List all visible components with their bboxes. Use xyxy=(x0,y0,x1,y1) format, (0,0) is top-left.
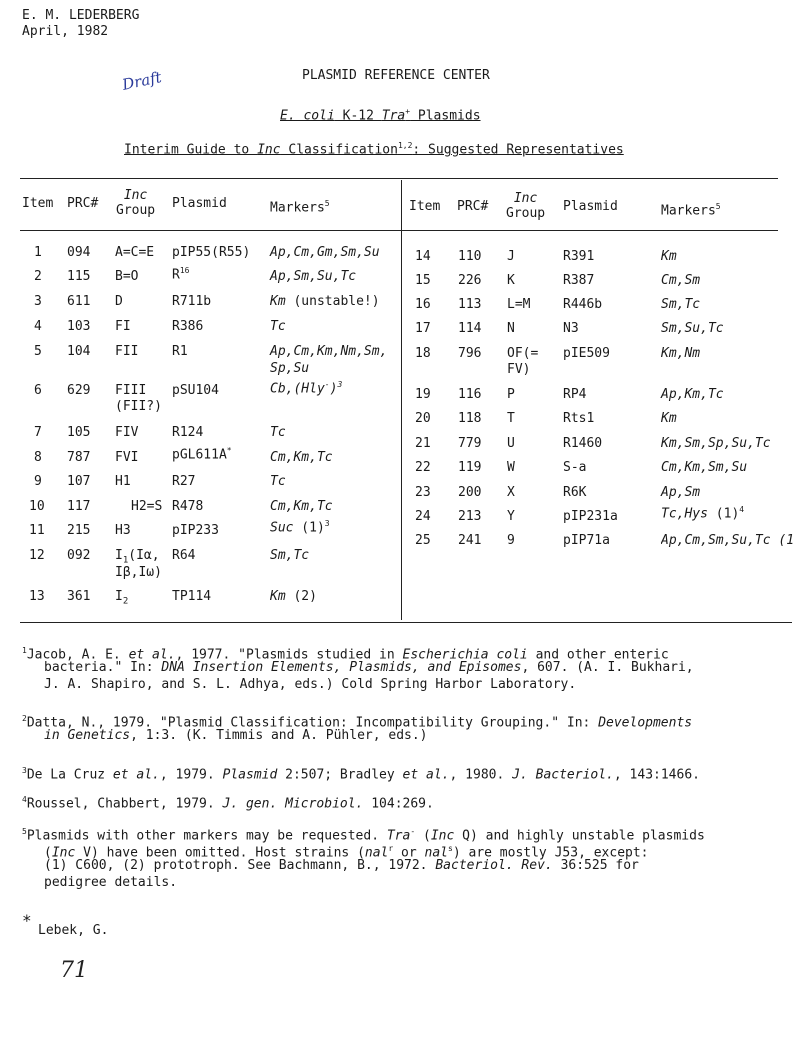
row-item: 23 xyxy=(415,485,431,500)
footnote-text: , 1:3. (K. Timmis and A. Pühler, eds.) xyxy=(130,728,428,743)
row-prc: 113 xyxy=(458,297,482,312)
footnote-number: 4 xyxy=(22,795,27,804)
subtitle-plasmids: Plasmids xyxy=(410,108,481,124)
row-group: T xyxy=(507,411,515,426)
footnote-text: Inc xyxy=(430,828,455,844)
row-prc: 200 xyxy=(458,485,482,500)
row-item: 19 xyxy=(415,387,431,402)
footnote-text: 36:525 for xyxy=(552,858,639,873)
row-group: H1 xyxy=(115,474,131,489)
row-plasmid: R711b xyxy=(172,294,212,309)
footnote-text: (1) C600, (2) prototroph. See Bachmann, B., 1972. xyxy=(44,858,436,873)
row-group: FVI xyxy=(115,450,139,465)
row-markers: $Cb,(Hly^-)^3$ xyxy=(270,380,343,397)
header-markers-right-label: Markers xyxy=(661,203,716,219)
header-markers-left-label: Markers xyxy=(270,200,325,216)
row-prc: 104 xyxy=(67,344,91,359)
row-item: 25 xyxy=(415,533,431,548)
row-markers: Ap,Sm,Su,Tc xyxy=(270,269,357,284)
row-group: $I_2$ xyxy=(115,589,129,607)
row-plasmid: R27 xyxy=(172,474,196,489)
row-plasmid: pIP233 xyxy=(172,523,219,538)
row-group: P xyxy=(507,387,515,402)
footnote-star-symbol: * xyxy=(22,911,32,930)
row-group: OF(= xyxy=(507,346,539,361)
row-markers: Ap,Sm xyxy=(661,485,701,500)
row-item: 9 xyxy=(34,474,42,489)
handwritten-page-number: 71 xyxy=(60,958,88,983)
footnote-text: ( xyxy=(415,828,431,844)
header-markers-left-sup: 5 xyxy=(324,199,330,208)
row-plasmid: R446b xyxy=(563,297,603,312)
guide-title-inc: Inc xyxy=(257,142,281,158)
footnote-text: DNA Insertion Elements, Plasmids, and Episomes xyxy=(161,660,522,675)
footnote-text: Tra xyxy=(386,828,411,844)
author-name: E. M. LEDERBERG xyxy=(22,8,140,23)
footnote-text: nal xyxy=(364,845,389,861)
row-plasmid: R124 xyxy=(172,425,204,440)
footnote-text: 2:507; Bradley xyxy=(277,767,403,783)
row-markers: Tc,Hys $(1)^4$ xyxy=(661,505,745,522)
footnote-text: Inc xyxy=(51,845,76,861)
row-prc: 119 xyxy=(458,460,482,475)
subtitle-tra: Tra xyxy=(381,108,406,124)
row-markers: Km xyxy=(661,249,677,264)
footnote-text: or xyxy=(393,845,425,861)
header-inc-group-left xyxy=(116,188,155,218)
header-markers-right xyxy=(661,199,721,218)
row-group: J xyxy=(507,249,515,264)
row-item: 12 xyxy=(29,548,45,563)
footnote-number: 3 xyxy=(22,766,27,775)
footnote-text: Bacteriol. Rev. xyxy=(435,858,553,873)
row-plasmid: R478 xyxy=(172,499,204,514)
row-item: 20 xyxy=(415,411,431,426)
row-markers: Tc xyxy=(270,474,286,489)
footnote-text: pedigree details. xyxy=(44,875,178,890)
row-markers: Ap,Cm,Sm,Su,Tc (1 xyxy=(661,533,795,548)
row-plasmid: N3 xyxy=(563,321,579,336)
row-item: 4 xyxy=(34,319,42,334)
row-prc: 107 xyxy=(67,474,91,489)
footnote-text: Plasmid xyxy=(222,767,278,783)
row-group: B=O xyxy=(115,269,139,284)
row-plasmid: R1 xyxy=(172,344,188,359)
row-group: L=M xyxy=(507,297,531,312)
footnote-text: , 1979. xyxy=(159,767,223,783)
header-inc-group-right xyxy=(506,191,545,221)
row-prc: 117 xyxy=(67,499,91,514)
footnote-text: et al. xyxy=(112,767,160,783)
footnote-text: - xyxy=(410,827,416,836)
footnote-text: V) have been omitted. Host strains ( xyxy=(75,845,365,861)
subtitle-strain: K-12 xyxy=(334,108,382,124)
footnote-text: Lebek, G. xyxy=(38,923,109,938)
header-markers-left xyxy=(270,196,330,215)
row-item: 13 xyxy=(29,589,45,604)
row-prc: 116 xyxy=(458,387,482,402)
footnote-text: , 607. (A. I. Bukhari, xyxy=(521,660,694,675)
table-bottom-rule xyxy=(20,622,792,623)
row-item: 2 xyxy=(34,269,42,284)
row-group-cont: FV) xyxy=(507,362,531,377)
row-group: FIV xyxy=(115,425,139,440)
footnote-text: Q) and highly unstable plasmids xyxy=(454,828,705,844)
subtitle-organism: E. coli xyxy=(280,108,335,124)
row-plasmid: R387 xyxy=(563,273,595,288)
row-group: FI xyxy=(115,319,131,334)
footnote-text: et al. xyxy=(128,647,176,663)
guide-title-sup: 1,2 xyxy=(397,141,413,150)
header-group-left: Group xyxy=(116,203,156,218)
row-markers: Km xyxy=(661,411,677,426)
row-item: 8 xyxy=(34,450,42,465)
row-group: X xyxy=(507,485,515,500)
row-group: U xyxy=(507,436,515,451)
row-markers: Cm,Km,Tc xyxy=(270,499,333,514)
row-plasmid: pSU104 xyxy=(172,383,219,398)
row-group: H2=S xyxy=(131,499,163,514)
row-plasmid: Rts1 xyxy=(563,411,595,426)
row-markers: Cm,Km,Tc xyxy=(270,450,333,465)
footnote-text: Datta, N., 1979. "Plasmid Classification: Incompatibility Grouping." In: xyxy=(26,715,599,731)
row-item: 6 xyxy=(34,383,42,398)
row-group: H3 xyxy=(115,523,131,538)
row-group: A=C=E xyxy=(115,245,155,260)
subtitle-tra-sup: + xyxy=(405,107,411,116)
footnote-text: in Genetics xyxy=(44,728,131,743)
header-item-right: Item xyxy=(409,199,441,214)
row-item: 14 xyxy=(415,249,431,264)
header-plasmid-right: Plasmid xyxy=(563,199,618,214)
row-plasmid: R391 xyxy=(563,249,595,264)
header-markers-right-sup: 5 xyxy=(715,202,721,211)
row-plasmid: R1460 xyxy=(563,436,603,451)
footnote-text: Plasmids with other markers may be requested. xyxy=(26,828,387,844)
row-item: 17 xyxy=(415,321,431,336)
row-prc: 092 xyxy=(67,548,91,563)
row-plasmid: R386 xyxy=(172,319,204,334)
header-plasmid-left: Plasmid xyxy=(172,196,227,211)
guide-title-a: Interim Guide to xyxy=(124,142,258,158)
header-prc-left: PRC# xyxy=(67,196,99,211)
footnote-text: ( xyxy=(44,845,52,861)
row-group: W xyxy=(507,460,515,475)
row-group: $I_1(I\alpha$, xyxy=(115,548,160,566)
header-inc-left: Inc xyxy=(123,188,148,203)
row-prc: 361 xyxy=(67,589,91,604)
row-prc: 779 xyxy=(458,436,482,451)
row-group: D xyxy=(115,294,123,309)
footnote-text: J. gen. Microbiol. xyxy=(222,796,364,812)
row-prc: 115 xyxy=(67,269,91,284)
row-markers: Ap,Cm,Km,Nm,Sm, xyxy=(270,344,388,359)
row-item: 10 xyxy=(29,499,45,514)
header-group-right: Group xyxy=(506,206,546,221)
row-item: 24 xyxy=(415,509,431,524)
footnote-text: , 1977. "Plasmids studied in xyxy=(175,647,403,663)
header-prc-right: PRC# xyxy=(457,199,489,214)
subtitle xyxy=(280,107,481,123)
guide-title-b: Classification xyxy=(280,142,398,158)
row-item: 3 xyxy=(34,294,42,309)
row-plasmid: R64 xyxy=(172,548,196,563)
row-prc: 215 xyxy=(67,523,91,538)
footnote-text: Developments xyxy=(598,715,693,731)
row-plasmid: pIP231a xyxy=(563,509,618,524)
table-header-rule xyxy=(20,230,778,231)
row-group-cont: Iβ,Iω) xyxy=(115,565,162,580)
footnote-text: et al. xyxy=(402,767,450,783)
row-prc: 213 xyxy=(458,509,482,524)
footnote-text: s xyxy=(448,844,453,853)
row-prc: 094 xyxy=(67,245,91,260)
row-plasmid: $R^{16}$ xyxy=(172,266,190,283)
row-markers: Sm,Tc xyxy=(661,297,701,312)
row-group: FII xyxy=(115,344,139,359)
row-markers: Ap,Km,Tc xyxy=(661,387,724,402)
row-prc: 611 xyxy=(67,294,91,309)
row-group: K xyxy=(507,273,515,288)
footnote-number: 1 xyxy=(22,646,27,655)
row-markers: Tc xyxy=(270,425,286,440)
row-plasmid: RP4 xyxy=(563,387,587,402)
footnote-text: De La Cruz xyxy=(26,767,113,783)
row-item: 18 xyxy=(415,346,431,361)
footnote-text: ) are mostly J53, except: xyxy=(452,845,649,861)
row-group: Y xyxy=(507,509,515,524)
row-prc: 103 xyxy=(67,319,91,334)
row-item: 1 xyxy=(34,245,42,260)
row-markers: Km (unstable!) xyxy=(270,294,380,309)
row-plasmid: pIP71a xyxy=(563,533,610,548)
row-markers: Suc $(1)^3$ xyxy=(270,519,330,536)
footnote-text: , 143:1466. xyxy=(613,767,700,783)
row-item: 7 xyxy=(34,425,42,440)
row-group: 9 xyxy=(507,533,515,548)
row-plasmid: R6K xyxy=(563,485,587,500)
row-markers: Tc xyxy=(270,319,286,334)
handwritten-draft-note: Draft xyxy=(120,68,164,94)
row-item: 22 xyxy=(415,460,431,475)
header-item-left: Item xyxy=(22,196,54,211)
table-center-divider xyxy=(401,180,402,620)
row-plasmid: pGL611A* xyxy=(172,446,232,463)
footnote-text: Escherichia coli xyxy=(402,647,528,663)
row-markers: Sm,Su,Tc xyxy=(661,321,724,336)
row-group: N xyxy=(507,321,515,336)
row-prc: 114 xyxy=(458,321,482,336)
row-item: 11 xyxy=(29,523,45,538)
row-markers: Km,Sm,Sp,Su,Tc xyxy=(661,436,771,451)
row-prc: 796 xyxy=(458,346,482,361)
center-title: PLASMID REFERENCE CENTER xyxy=(302,68,490,83)
row-markers: Sm,Tc xyxy=(270,548,310,563)
row-prc: 629 xyxy=(67,383,91,398)
footnote-text: Roussel, Chabbert, 1979. xyxy=(26,796,223,812)
row-markers-cont: Sp,Su xyxy=(270,361,310,376)
footnote-number: 5 xyxy=(22,827,27,836)
row-group: FIII xyxy=(115,383,147,398)
row-markers: Ap,Cm,Gm,Sm,Su xyxy=(270,245,380,260)
table-top-rule xyxy=(20,178,778,179)
footnote-number: 2 xyxy=(22,714,27,723)
row-prc: 226 xyxy=(458,273,482,288)
row-prc: 105 xyxy=(67,425,91,440)
row-plasmid: pIE509 xyxy=(563,346,610,361)
row-item: 16 xyxy=(415,297,431,312)
row-plasmid: TP114 xyxy=(172,589,212,604)
footnote-text: J. A. Shapiro, and S. L. Adhya, eds.) Cold Spring Harbor Laboratory. xyxy=(44,677,577,692)
guide-title-c: : Suggested Representatives xyxy=(412,142,624,158)
footnote-text: , 1980. xyxy=(449,767,513,783)
footnote-text: bacteria." In: xyxy=(44,660,162,675)
footnote-text: Jacob, A. E. xyxy=(26,647,129,663)
footnote-text: nal xyxy=(424,845,449,861)
footnote-text: J. Bacteriol. xyxy=(512,767,614,783)
row-item: 21 xyxy=(415,436,431,451)
row-plasmid: pIP55(R55) xyxy=(172,245,251,260)
row-group-cont: (FII?) xyxy=(115,399,162,414)
footnote-text: 104:269. xyxy=(363,796,434,812)
row-item: 5 xyxy=(34,344,42,359)
row-prc: 787 xyxy=(67,450,91,465)
row-prc: 110 xyxy=(458,249,482,264)
row-prc: 118 xyxy=(458,411,482,426)
row-markers: Cm,Km,Sm,Su xyxy=(661,460,748,475)
footnote-text: and other enteric xyxy=(527,647,669,663)
row-markers: Cm,Sm xyxy=(661,273,701,288)
row-item: 15 xyxy=(415,273,431,288)
header-inc-right: Inc xyxy=(513,191,538,206)
footnote-text: r xyxy=(388,844,394,853)
guide-title xyxy=(124,141,624,157)
row-prc: 241 xyxy=(458,533,482,548)
document-date: April, 1982 xyxy=(22,24,109,39)
row-plasmid: S-a xyxy=(563,460,587,475)
row-markers: Km,Nm xyxy=(661,346,701,361)
row-markers: Km (2) xyxy=(270,589,317,604)
